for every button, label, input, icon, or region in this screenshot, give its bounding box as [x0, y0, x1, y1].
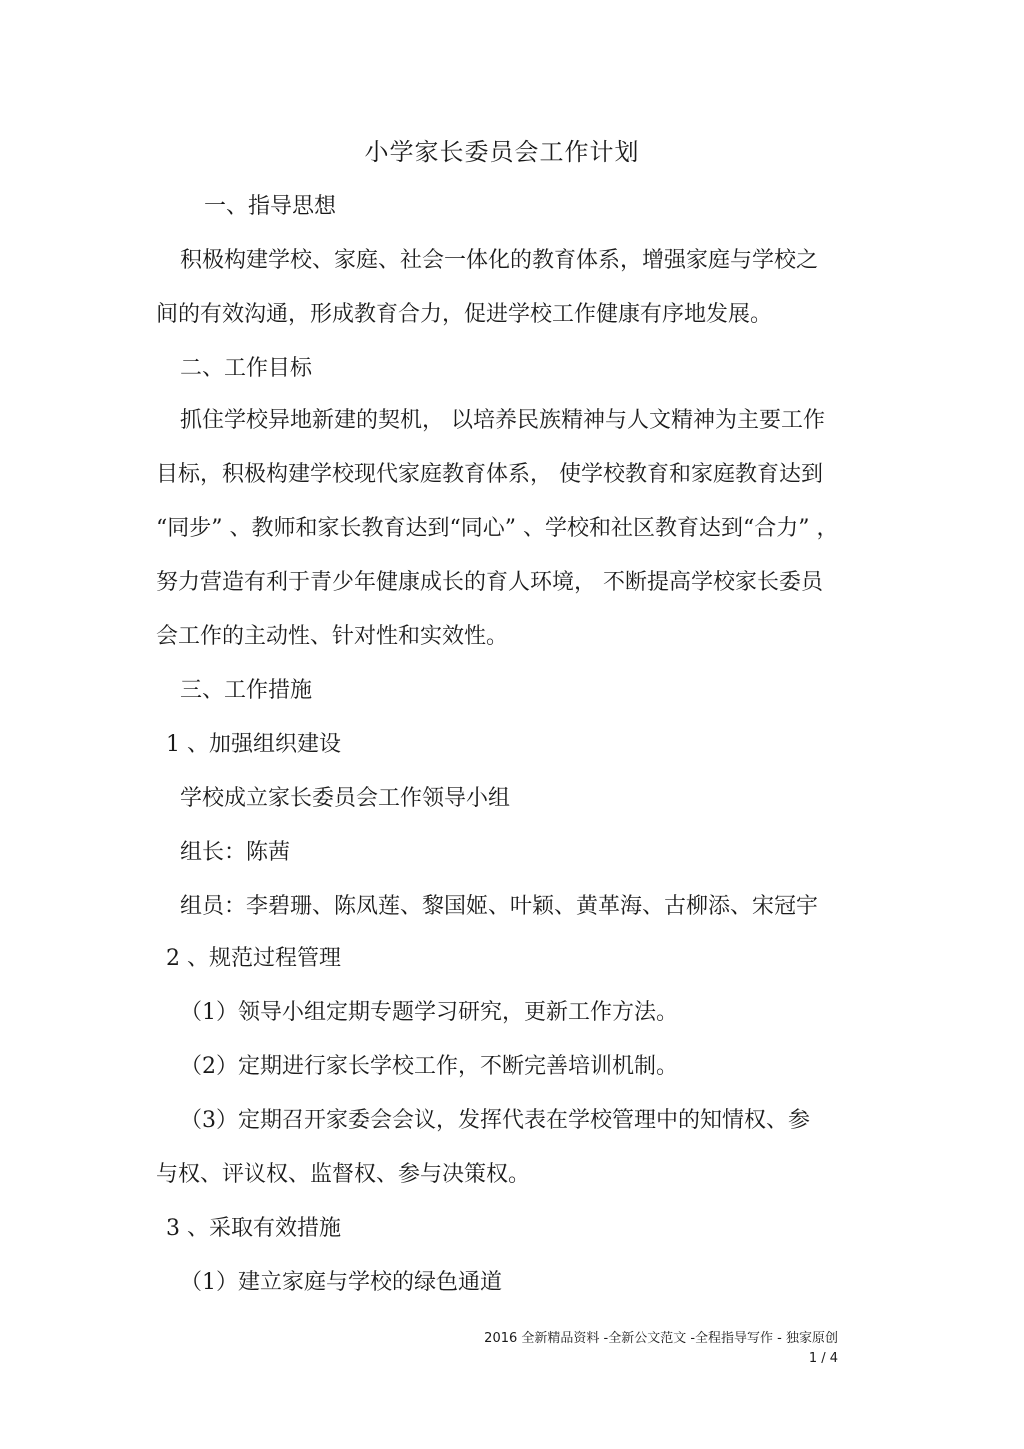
list-item: （3）定期召开家委会会议，发挥代表在学校管理中的知情权、参 — [180, 1108, 810, 1133]
paragraph-line: 目标，积极构建学校现代家庭教育体系， 使学校教育和家庭教育达到 — [156, 462, 823, 487]
paragraph-line: 会工作的主动性、针对性和实效性。 — [156, 624, 509, 649]
paragraph-line: “同步” 、教师和家长教育达到“同心” 、学校和社区教育达到“合力” ， — [156, 516, 839, 541]
list-item: （2）定期进行家长学校工作，不断完善培训机制。 — [180, 1054, 678, 1079]
heading-guiding-ideology: 一、指导思想 — [204, 194, 337, 219]
paragraph-line: 组员：李碧珊、陈凤莲、黎国姬、叶颖、黄革海、古柳添、宋冠宇 — [180, 894, 819, 919]
paragraph-line: 学校成立家长委员会工作领导小组 — [180, 786, 511, 811]
heading-work-measures: 三、工作措施 — [180, 678, 313, 703]
paragraph-line: 抓住学校异地新建的契机， 以培养民族精神与人文精神为主要工作 — [180, 408, 825, 433]
footer-text: 2016 全新精品资料 -全新公文范文 -全程指导写作 - 独家原创 — [484, 1331, 838, 1346]
list-item: （1）领导小组定期专题学习研究，更新工作方法。 — [180, 1000, 678, 1025]
page-number: 1 / 4 — [808, 1351, 838, 1366]
paragraph-line: 间的有效沟通，形成教育合力，促进学校工作健康有序地发展。 — [156, 302, 773, 327]
subheading-organization: 1 、加强组织建设 — [166, 732, 341, 757]
paragraph-line: 积极构建学校、家庭、社会一体化的教育体系，增强家庭与学校之 — [180, 248, 819, 273]
page-footer — [484, 1329, 838, 1369]
paragraph-line: 与权、评议权、监督权、参与决策权。 — [156, 1162, 531, 1187]
subheading-process: 2 、规范过程管理 — [166, 946, 341, 971]
list-item: （1）建立家庭与学校的绿色通道 — [180, 1270, 502, 1295]
document-title: 小学家长委员会工作计划 — [364, 138, 640, 166]
paragraph-line: 努力营造有利于青少年健康成长的育人环境， 不断提高学校家长委员 — [156, 570, 823, 595]
heading-work-goals: 二、工作目标 — [180, 356, 313, 381]
subheading-measures: 3 、采取有效措施 — [166, 1216, 341, 1241]
paragraph-line: 组长：陈茜 — [180, 840, 291, 865]
